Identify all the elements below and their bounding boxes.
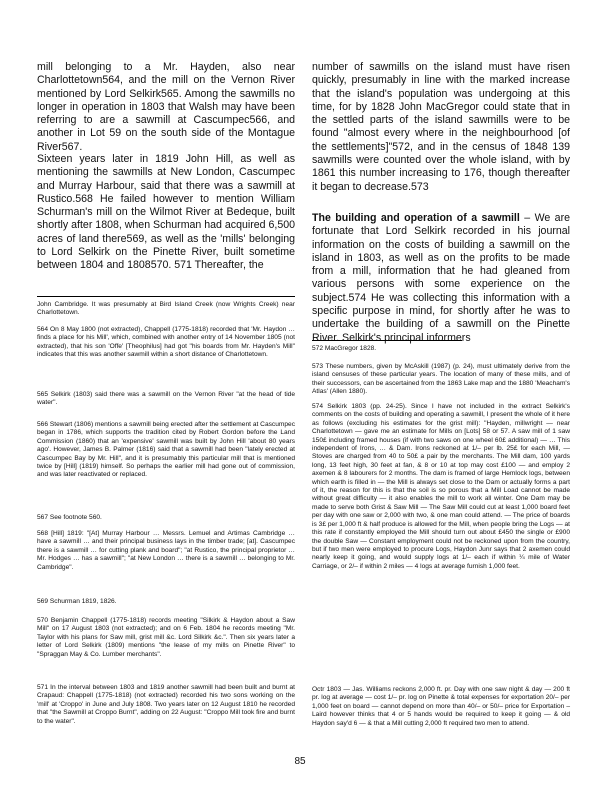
footnote-567: 567 See footnote 560.: [37, 514, 102, 521]
footnote-570: 570 Benjamin Chappell (1775-1818) records meeting "Silkirk & Haydon about a Saw Mill" on 17 August 1803 (not extracted); and on 6 Feb. 1804 he records meeting "Mr. Taylor with his plans for Saw mill, grist mill &c. Lord Silkirk &c.". Then six years later a letter of Lord Selkirk (1809) mentions "the lease of my mills on Pinette River" to "Spraggan May & Co. Lumber merchants".: [37, 617, 295, 658]
footnote-divider-right: [312, 340, 462, 341]
right-paragraph-2: [312, 212, 570, 345]
footnote-565: 565 Selkirk (1803) said there was a sawmill on the Vernon River "at the head of tide water".: [37, 391, 295, 407]
footnote-continued: John Cambridge. It was presumably at Bird Island Creek (now Wrights Creek) near Charlottetown.: [37, 301, 295, 317]
footnote-571: 571 In the interval between 1803 and 1819 another sawmill had been built and burnt at Crapaud: Chappell (1775-1818) (not extracted) recorded his two sons working on the 'mill' at 'Croppo' in June and July 1808. Two years later on 12 August 1810 he recorded that "the Sawmill at Croppo Burnt", adding on 22 August: "Croppo Mill took fire and burnt to the water".: [37, 684, 295, 725]
footnote-573: 573 These numbers, given by McAskill (1987) (p. 24), must ultimately derive from the island censuses of these particular years. The location of many of these mills, and of their successors, can be ascertained from the 1863 Lake map and the 1880 'Meacham's Atlas' (Allen 1880).: [312, 363, 570, 396]
right-paragraph-1: number of sawmills on the island must have risen quickly, presumably in line with the marked increase that the island's population was undergoing at this time, for by 1828 John MacGregor could state that in the settled parts of the island sawmills were to be found "almost every where in the neighbourhood [of the settlements]"572, and in the census of 1848 139 sawmills were counted over the whole island, with by 1861 this number increasing to 176, though thereafter it began to decrease.573: [312, 61, 570, 193]
section-heading: The building and operation of a sawmill: [312, 212, 520, 224]
page-number: 85: [294, 756, 306, 767]
footnote-divider: [37, 296, 295, 297]
left-paragraph-1: mill belonging to a Mr. Hayden, also near Charlottetown564, and the mill on the Vernon River mentioned by Lord Selkirk565. Among the sawmills no longer in operation in 1803 that Walsh may have been referring to are a sawmill at Cascumpec566, and another in Lot 59 on the south side of the Montague River567.: [37, 61, 295, 153]
footnote-572: 572 MacGregor 1828.: [312, 345, 377, 352]
footnote-574-continued: Octr 1803 — Jas. Williams reckons 2,000 ft. pr. Day with one saw night & day — 200 ft pr. log at average — cost 1/– pr. log on Pinette & total expenses for exportation 20/– per 1,000 feet on board — cannot depend on more than 40/– or 50/– price for Exportation – Laird however thinks that 4 or 5 hands would be required to keep it going — & old Haydon say'd 6 — & that a Mill cutting 2,000 ft required two men to attend.: [312, 686, 570, 727]
footnote-564: 564 On 8 May 1800 (not extracted), Chappell (1775-1818) recorded that 'Mr. Haydon … finds a place for his Mill', which, combined with another entry of 14 November 1805 (not extracted), that his son 'Offe' [Theophilus] had got "his boards from Mr. Hayden's Mill" indicates that this was another sawmill within a short distance of Charlottetown.: [37, 326, 295, 359]
left-paragraph-2: Sixteen years later in 1819 John Hill, as well as mentioning the sawmills at New London, Cascumpec and Murray Harbour, said that there was a sawmill at Rustico.568 He failed however to mention William Schurman's mill on the Wilmot River at Bedeque, built shortly after 1808, when Schurman had acquired 6,500 acres of land there569, as well as the 'mills' belonging to Lord Selkirk on the Pinette River, built sometime between 1804 and 1808570. 571 Thereafter, the: [37, 153, 295, 272]
footnote-568: 568 [Hill] 1819: "[At] Murray Harbour … Messrs. Lemuel and Artimas Cambridge … have a sawmill … and their principal business lays in the timber trade; [at]. Cascumpec there is a sawmill … for cutting plank and board"; "at Rustico, the principal proprietor … Mr. Hodges … has a sawmill"; "at New London … there is a sawmill … belonging to Mr. Cambridge".: [37, 530, 295, 571]
footnote-574: 574 Selkirk 1803 (pp. 24-25). Since I have not included in the extract Selkirk's comments on the costs of building and operating a sawmill, I present the whole of it here as follows (excluding his estimates for the grist mill): "Hayden, millwright — near Charlottetown — gave me an estimate for Mills on [Lots] 58 or 57. A saw mill of 1 saw 150£ including framed houses (if with two saws on one wheel 60£ additional) — … This independent of Irons, … & Dam. Irons reckoned at 1/– per lb. 25£ for each Mill, — Stoves are charged from 40 to 50£ a pair by the merchants. The Mill dam, 100 yards long, 13 feet high, 30 feet at fan, & 8 or 10 at top may cost £100 — and employ 2 axemen & 8 labourers for 2 months. The dam is framed of large Hemlock logs, between which earth is filled in — the Mill is always set close to the Dam or actually forms a part of it, the reason for this is that the soil is so porous that a Mill Load cannot be made without great difficulty — it also enables the mill to work all winter. One Dam may be made to serve both Grist & Saw Mill — The Saw Mill could cut at least 1,000 board feet per day with one saw or 2,000 with two, & one man could attend. — The price of boards is 3£ per 1,000 ft & half produce is allowed for the Mill, when people bring the Logs — at this rate if constantly employed the Mill should turn out about £450 the single or £900 the double Saw — Constant employment could not be reckoned upon from the country, but if two men were employed to procure Logs, Haydon Junr says that 2 axemen could nearly keep it going, and would supply logs at 1/– each if within ¼ mile of Water Carriage, or 2/– if within 2 miles — 4 logs at average furnish 1,000 feet.: [312, 403, 570, 570]
right-paragraph-2-text: – We are fortunate that Lord Selkirk recorded in his journal information on the costs of building a sawmill on the island in 1803, as well as on the profits to be made from a mill, information that he had gleaned from various persons with some experience on the subject.574 He was collecting this information with a specific purpose in mind, for shortly after he was to undertake the building of a sawmill on the Pinette River. Selkirk's principal informers: [312, 212, 570, 344]
footnote-566: 566 Stewart (1806) mentions a sawmill being erected after the settlement at Cascumpec began in 1786, which supports the tradition cited by Robert Gordon before the Land Commission (1860) that an 'expensive' sawmill was built by John Hill 'about 80 years ago'. However, James B. Palmer (1816) said that a sawmill had been "lately erected at Cascumpec Bay by Mr. Hill", and it is presumably this particular mill that is mentioned twice by [Hill] (1819) himself. So perhaps the earlier mill had gone out of commission, and was later reactivated or replaced.: [37, 421, 295, 479]
footnote-569: 569 Schurman 1819, 1826.: [37, 598, 117, 605]
